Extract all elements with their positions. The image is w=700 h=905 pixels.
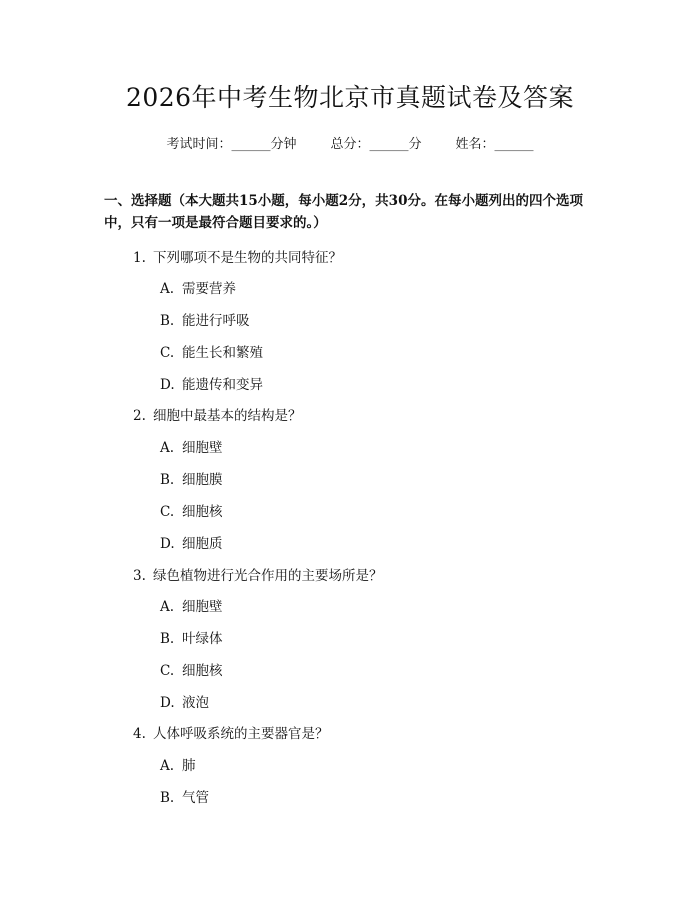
- question-2-option-a: [160, 436, 223, 456]
- question-text: 细胞中最基本的结构是？: [153, 408, 302, 424]
- question-1-option-c: [160, 341, 263, 361]
- option-text: 细胞膜: [182, 472, 223, 488]
- option-text: 气管: [182, 790, 209, 806]
- question-4-option-b: [160, 786, 209, 806]
- question-1: [133, 246, 342, 266]
- option-letter: D.: [160, 536, 175, 552]
- option-text: 能遗传和变异: [182, 377, 263, 393]
- option-text: 细胞核: [182, 663, 223, 679]
- option-letter: C.: [160, 345, 175, 361]
- question-2-option-b: [160, 468, 223, 488]
- option-letter: B.: [160, 790, 175, 806]
- question-3: [133, 564, 383, 584]
- exam-title: 2026年中考生物北京市真题试卷及答案: [125, 83, 575, 112]
- option-text: 需要营养: [182, 281, 236, 297]
- option-text: 能生长和繁殖: [182, 345, 263, 361]
- question-3-option-d: [160, 691, 209, 711]
- option-text: 细胞壁: [182, 599, 223, 615]
- option-letter: B.: [160, 313, 175, 329]
- question-text: 下列哪项不是生物的共同特征？: [153, 250, 342, 266]
- question-2: [133, 404, 302, 424]
- question-text: 人体呼吸系统的主要器官是？: [153, 726, 329, 742]
- question-number: 3.: [133, 568, 146, 584]
- option-letter: C.: [160, 663, 175, 679]
- question-1-option-d: [160, 373, 263, 393]
- option-letter: B.: [160, 631, 175, 647]
- option-letter: B.: [160, 472, 175, 488]
- option-letter: D.: [160, 695, 175, 711]
- question-3-option-b: [160, 627, 223, 647]
- option-text: 细胞壁: [182, 440, 223, 456]
- section-heading: 一、选择题（本大题共15小题，每小题2分，共30分。在每小题列出的四个选项中，只有一项是最符合题目要求的。）: [104, 193, 583, 231]
- exam-time: 考试时间：______分钟: [166, 137, 297, 152]
- option-letter: D.: [160, 377, 175, 393]
- option-letter: C.: [160, 504, 175, 520]
- student-name: 姓名：______: [455, 137, 534, 152]
- option-letter: A.: [160, 281, 175, 297]
- question-number: 4.: [133, 726, 146, 742]
- question-1-option-b: [160, 309, 250, 329]
- option-text: 液泡: [182, 695, 209, 711]
- question-1-option-a: [160, 277, 236, 297]
- exam-meta: [0, 133, 700, 152]
- option-letter: A.: [160, 758, 175, 774]
- question-2-option-c: [160, 500, 223, 520]
- option-text: 能进行呼吸: [182, 313, 250, 329]
- option-text: 肺: [182, 758, 196, 774]
- question-number: 1.: [133, 250, 146, 266]
- question-4: [133, 722, 329, 742]
- question-number: 2.: [133, 408, 146, 424]
- option-text: 叶绿体: [182, 631, 223, 647]
- option-letter: A.: [160, 599, 175, 615]
- question-3-option-a: [160, 595, 223, 615]
- question-2-option-d: [160, 532, 223, 552]
- question-3-option-c: [160, 659, 223, 679]
- exam-score: 总分：______分: [330, 137, 422, 152]
- question-text: 绿色植物进行光合作用的主要场所是？: [153, 568, 383, 584]
- option-text: 细胞质: [182, 536, 223, 552]
- option-letter: A.: [160, 440, 175, 456]
- question-4-option-a: [160, 754, 196, 774]
- option-text: 细胞核: [182, 504, 223, 520]
